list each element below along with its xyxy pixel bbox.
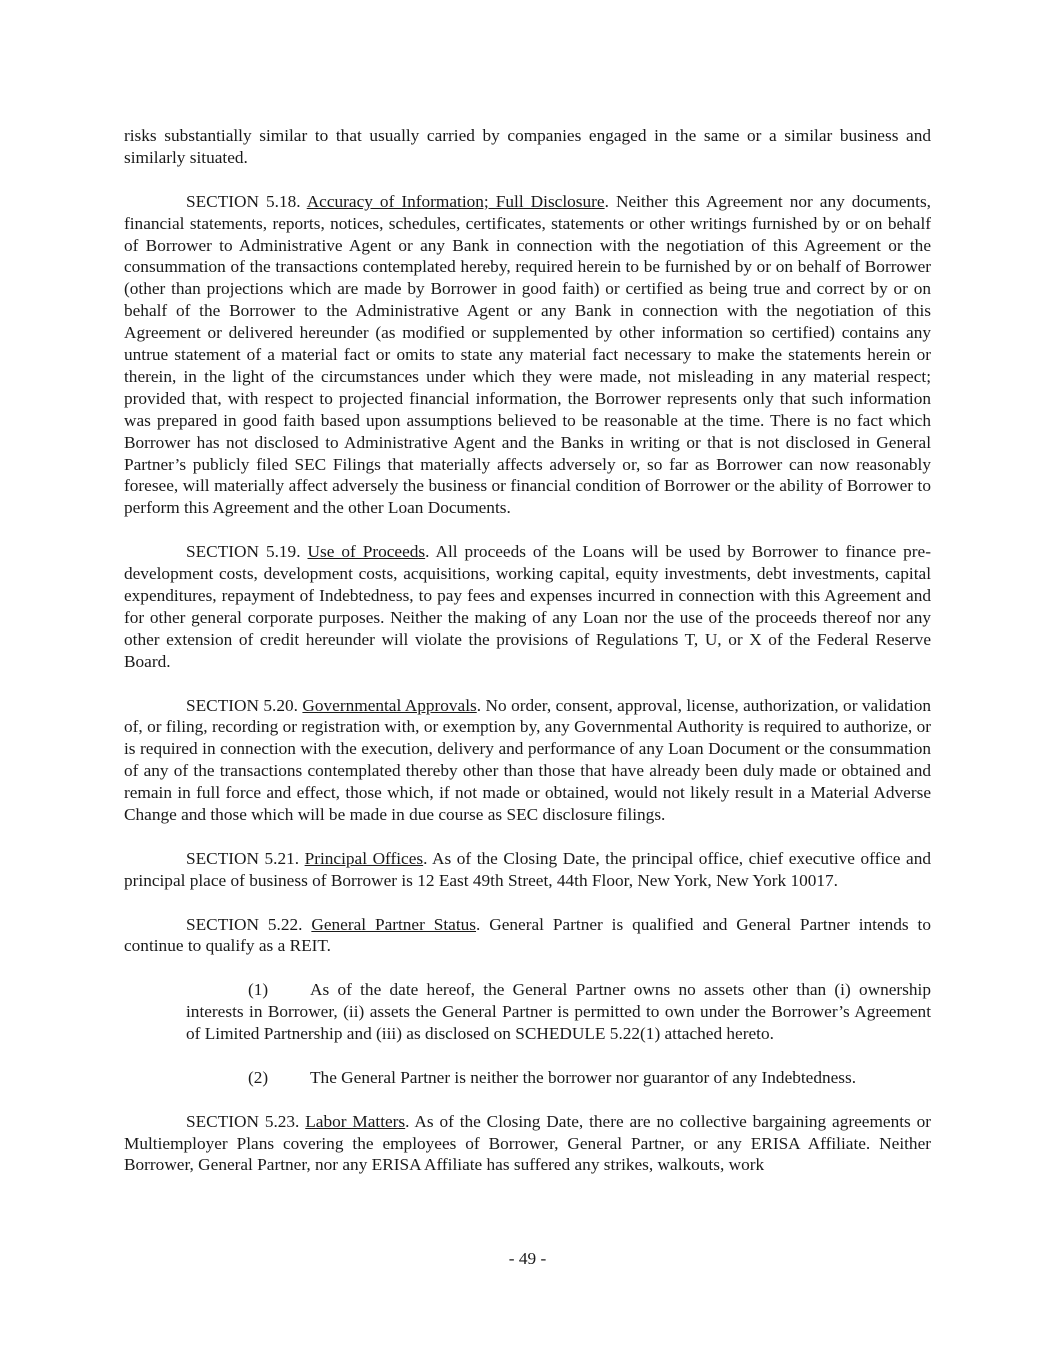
section-5-19 (124, 541, 931, 672)
section-body: . General Partner is qualified and General Partner intends to continue to qualify as a REIT. (124, 914, 931, 956)
page-number: - 49 - (508, 1249, 547, 1268)
section-number: SECTION 5.22. (186, 914, 303, 934)
section-5-23 (124, 1111, 931, 1177)
section-body: . All proceeds of the Loans will be used by Borrower to finance pre-development costs, development costs, acquisitions, working capital, equity investments, debt investments, capital expenditures, repayment of Indebtedness, to pay fees and expenses incurred in connection with this Agreement and for other general corporate purposes. Neither the making of any Loan nor the use of the proceeds thereof nor any other extension of credit hereunder will violate the provisions of Regulations T, U, or X of the Federal Reserve Board. (124, 542, 931, 671)
section-heading: General Partner Status (311, 914, 477, 934)
section-number: SECTION 5.19. (186, 542, 301, 562)
section-5-22 (124, 914, 931, 958)
section-number: SECTION 5.20. (186, 695, 298, 715)
section-body: . Neither this Agreement nor any documents, financial statements, reports, notices, schedules, certificates, statements or other writings furnished by or on behalf of Borrower to Administrative Agent or any Bank in connection with the negotiation of this Agreement or the consummation of the transactions contemplated hereby, required herein to be furnished by or on behalf of Borrower (other than projections which are made by Borrower in good faith) or certified as being true and correct by or on behalf of the Borrower to the Administrative Agent or any Bank in connection with the negotiation of this Agreement or delivered hereunder (as modified or supplemented by other information so certified) contains any untrue statement of a material fact or omits to state any material fact necessary to make the statements herein or therein, in the light of the circumstances under which they were made, not misleading in any material respect; provided that, with respect to projected financial information, the Borrower represents only that such information was prepared in good faith based upon assumptions believed to be reasonable at the time. There is no fact which Borrower has not disclosed to Administrative Agent and the Banks in writing or that is not disclosed in General Partner’s publicly filed SEC Filings that materially affects adversely or, so far as Borrower can now reasonably foresee, will materially affect adversely the business or financial condition of Borrower or the ability of Borrower to perform this Agreement and the other Loan Documents. (124, 191, 931, 518)
section-body: . No order, consent, approval, license, authorization, or validation of, or filing, recording or registration with, or exemption by, any Governmental Authority is required to authorize, or is required in connection with the execution, delivery and performance of any Loan Document or the consummation of any of the transactions contemplated thereby other than those that have already been duly made or obtained and remain in full force and effect, those which, if not made or obtained, would not likely result in a Material Adverse Change and those which will be made in due course as SEC disclosure filings. (124, 695, 931, 825)
section-heading: Principal Offices (304, 848, 424, 868)
section-heading: Use of Proceeds (307, 542, 426, 562)
section-number: SECTION 5.21. (186, 848, 300, 868)
section-heading: Labor Matters (305, 1111, 406, 1131)
document-body (124, 125, 931, 1198)
section-5-20 (124, 695, 931, 826)
section-body: . As of the Closing Date, there are no collective bargaining agreements or Multiemployer Plans covering the employees of Borrower, General Partner, or any ERISA Affiliate. Neither Borrower, General Partner, nor any ERISA Affiliate has suffered any strikes, walkouts, work (124, 1111, 931, 1175)
section-5-21 (124, 848, 931, 892)
section-heading: Governmental Approvals (302, 695, 477, 715)
subsection-1 (186, 979, 931, 1045)
section-body: . As of the Closing Date, the principal office, chief executive office and principal place of business of Borrower is 12 East 49th Street, 44th Floor, New York, New York 10017. (124, 848, 931, 890)
subsection-number: (1) (248, 980, 269, 1000)
subsection-text: The General Partner is neither the borrower nor guarantor of any Indebtedness. (310, 1067, 857, 1087)
intro-paragraph: risks substantially similar to that usually carried by companies engaged in the same or a similar business and similarly situated. (124, 126, 931, 167)
section-number: SECTION 5.18. (186, 191, 301, 211)
subsection-2 (186, 1067, 931, 1089)
subsection-text: As of the date hereof, the General Partner owns no assets other than (i) ownership interests in Borrower, (ii) assets the General Partner is permitted to own under the Borrower’s Agreement of Limited Partnership and (iii) as disclosed on SCHEDULE 5.22(1) attached hereto. (186, 980, 931, 1044)
section-number: SECTION 5.23. (186, 1111, 300, 1131)
section-heading: Accuracy of Information; Full Disclosure (306, 191, 605, 211)
subsection-number: (2) (248, 1067, 269, 1087)
section-5-18 (124, 191, 931, 520)
